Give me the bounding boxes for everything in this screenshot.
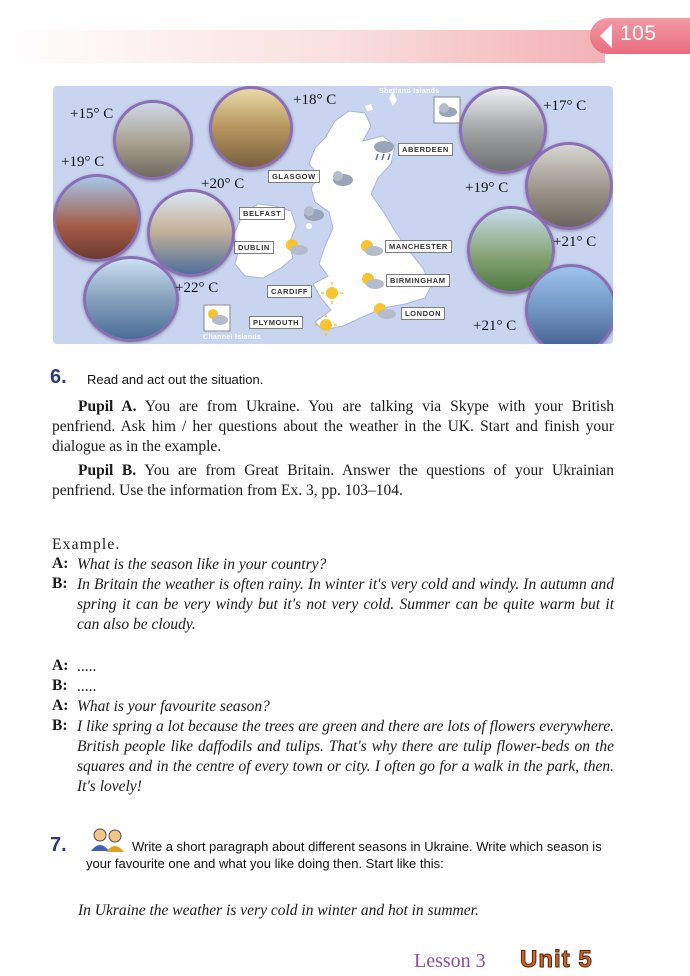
city-label-birmingham: BIRMINGHAM xyxy=(386,274,450,287)
footer-lesson: Lesson 3 xyxy=(414,950,486,972)
speaker-label: B: xyxy=(52,677,68,694)
photo-belfast-city-hall xyxy=(113,100,193,180)
temp-aberdeen: +17° C xyxy=(543,98,587,114)
footer-unit: Unit 5 xyxy=(520,946,593,973)
speaker-label: A: xyxy=(52,657,69,674)
temp-birmingham: +21° C xyxy=(553,234,597,250)
pupil-a-paragraph xyxy=(52,397,614,457)
exercise-7-number: 7. xyxy=(50,834,67,856)
pupil-b-text: You are from Great Britain. Answer the questions of your Ukrainian penfriend. Use the information from Ex. 3, pp. 103–104. xyxy=(52,462,614,499)
city-label-aberdeen: ABERDEEN xyxy=(398,143,453,156)
pupil-b-label: Pupil B. xyxy=(78,462,137,479)
channel-islands-label: Channel Islands xyxy=(203,334,262,341)
temp-belfast: +15° C xyxy=(70,106,114,122)
dialogue-line: I like spring a lot because the trees are green and there are lots of flowers everywhere. British people like daffodils and tulips. That's why there are tulip flower-beds on the squares and in the centre of every town or city. I often go for a walk in the park, then. It's lovely! xyxy=(77,718,614,795)
speaker-label: B: xyxy=(52,717,68,734)
cloudy-icon xyxy=(433,96,461,124)
dialogue-line: In Britain the weather is often rainy. In winter it's very cold and windy. In autumn and spring it can be very windy but it's not very cold. Summer can be quite warm but it can also be cloudy. xyxy=(77,576,614,633)
sun-icon xyxy=(315,314,337,336)
temp-glasgow: +18° C xyxy=(293,92,337,108)
photo-cardiff xyxy=(53,174,141,262)
photo-glasgow xyxy=(209,86,293,170)
cloudy-icon xyxy=(329,168,355,188)
temp-cardiff: +19° C xyxy=(61,154,105,170)
sun-cloud-icon xyxy=(371,300,397,322)
city-label-belfast: BELFAST xyxy=(239,207,285,220)
shetland-islands-label: Shetland Islands xyxy=(379,88,440,95)
pupil-a-label: Pupil A. xyxy=(78,398,137,415)
photo-london-tower-bridge xyxy=(525,264,613,344)
temp-plymouth: +22° C xyxy=(175,280,219,296)
speaker-label: A: xyxy=(52,555,69,572)
photo-dublin xyxy=(147,189,235,277)
exercise-6-instruction: Read and act out the situation. xyxy=(87,372,264,387)
dialogue-line: ..... xyxy=(77,658,97,675)
dialogue-line: What is your favourite season? xyxy=(77,698,270,715)
city-label-plymouth: PLYMOUTH xyxy=(249,316,303,329)
speaker-label: B: xyxy=(52,575,68,592)
sun-icon xyxy=(321,282,343,304)
sun-cloud-icon xyxy=(203,304,231,332)
temp-dublin: +20° C xyxy=(201,176,245,192)
city-label-cardiff: CARDIFF xyxy=(267,285,312,298)
exercise-7-start-text: In Ukraine the weather is very cold in winter and hot in summer. xyxy=(78,902,479,919)
city-label-london: LONDON xyxy=(401,307,445,320)
temp-london: +21° C xyxy=(473,318,517,334)
exercise-7-instruction: Write a short paragraph about different seasons in Ukraine. Write which season is your favourite one and what you like doing then. Start like this: xyxy=(86,839,602,871)
pupil-a-text: You are from Ukraine. You are talking via Skype with your British penfriend. Ask him / her questions about the weather in the UK. Start and finish your dialogue as in the example. xyxy=(52,398,614,455)
city-label-manchester: MANCHESTER xyxy=(385,240,452,253)
city-label-glasgow: GLASGOW xyxy=(268,170,320,183)
uk-weather-map xyxy=(53,86,613,344)
speaker-label: A: xyxy=(52,697,69,714)
pupil-b-paragraph xyxy=(52,461,614,501)
sun-cloud-icon xyxy=(358,237,384,259)
city-label-dublin: DUBLIN xyxy=(234,241,274,254)
cloudy-icon xyxy=(300,203,326,223)
example-label: Example. xyxy=(52,536,121,553)
exercise-6-number: 6. xyxy=(50,366,67,388)
dialogue-line: What is the season like in your country? xyxy=(77,556,327,573)
header-stripe xyxy=(0,30,605,63)
temp-manchester: +19° C xyxy=(465,180,509,196)
sun-cloud-icon xyxy=(359,270,385,292)
dialogue-line: ..... xyxy=(77,678,97,695)
page-number: 105 xyxy=(620,22,657,45)
rain-cloud-icon xyxy=(371,138,397,162)
photo-plymouth xyxy=(83,256,179,342)
sun-cloud-icon xyxy=(283,236,309,258)
